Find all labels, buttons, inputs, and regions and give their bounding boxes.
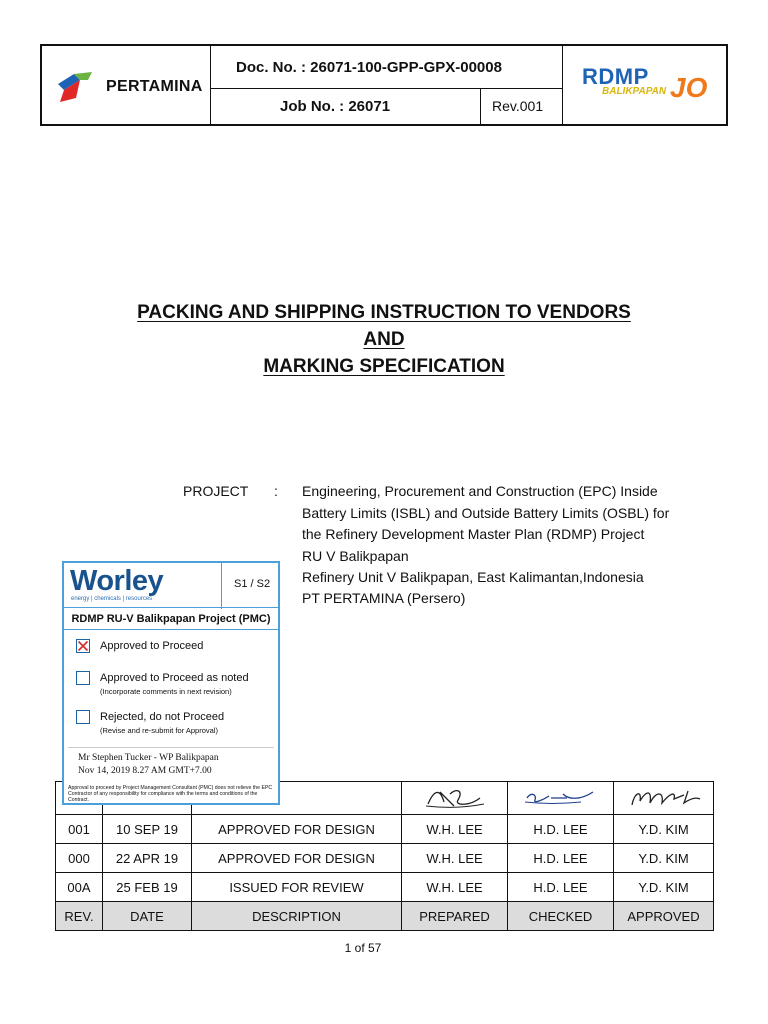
table-cell: W.H. LEE xyxy=(402,873,508,902)
table-cell: Y.D. KIM xyxy=(614,815,714,844)
rdmp-logo-sub: BALIKPAPAN xyxy=(602,86,667,97)
approved-as-noted-checkbox xyxy=(76,671,90,685)
table-header-row xyxy=(56,902,714,931)
checked-signature xyxy=(508,782,614,815)
option-label: Approved to Proceed as noted xyxy=(100,672,249,684)
table-cell: APPROVED FOR DESIGN xyxy=(192,844,402,873)
check-x-icon xyxy=(77,640,89,652)
document-title-line-3: MARKING SPECIFICATION xyxy=(263,356,505,377)
revision-number: Rev.001 xyxy=(492,98,544,114)
column-header: DATE xyxy=(103,902,192,931)
table-cell: H.D. LEE xyxy=(508,815,614,844)
signature-mark xyxy=(624,785,704,809)
project-colon: : xyxy=(274,483,278,499)
table-cell: APPROVED FOR DESIGN xyxy=(192,815,402,844)
table-cell: 25 FEB 19 xyxy=(103,873,192,902)
pertamina-emblem-icon xyxy=(54,70,100,106)
option-label: Rejected, do not Proceed xyxy=(100,711,225,723)
table-cell: 00A xyxy=(56,873,103,902)
column-header: PREPARED xyxy=(402,902,508,931)
option-sublabel: (Revise and re-submit for Approval) xyxy=(100,726,218,735)
approval-stamp xyxy=(62,561,280,805)
company-name: PERTAMINA xyxy=(106,78,203,95)
option-sublabel: (Incorporate comments in next revision) xyxy=(100,687,232,696)
page-number: 1 of 57 xyxy=(344,941,382,955)
table-cell: 000 xyxy=(56,844,103,873)
table-row xyxy=(56,844,714,873)
stamp-title: RDMP RU-V Balikpapan Project (PMC) xyxy=(71,613,271,625)
worley-logo: Worley xyxy=(70,565,164,597)
table-cell: 22 APR 19 xyxy=(103,844,192,873)
project-line: Battery Limits (ISBL) and Outside Battery Limits (OSBL) for xyxy=(302,505,670,521)
document-title-line-1: PACKING AND SHIPPING INSTRUCTION TO VENDORS xyxy=(137,302,631,323)
signer-name: Mr Stephen Tucker - WP Balikpapan xyxy=(78,753,219,763)
table-cell: Y.D. KIM xyxy=(614,844,714,873)
table-cell: ISSUED FOR REVIEW xyxy=(192,873,402,902)
rejected-checkbox xyxy=(76,710,90,724)
table-cell: H.D. LEE xyxy=(508,873,614,902)
table-cell: Y.D. KIM xyxy=(614,873,714,902)
pertamina-logo xyxy=(54,66,214,106)
table-cell: W.H. LEE xyxy=(402,844,508,873)
rdmp-logo-main: RDMP xyxy=(582,64,649,89)
table-cell: W.H. LEE xyxy=(402,815,508,844)
document-title-line-2: AND xyxy=(363,329,405,350)
project-line: Engineering, Procurement and Construction (EPC) Inside xyxy=(302,483,658,499)
column-header: DESCRIPTION xyxy=(192,902,402,931)
table-row xyxy=(56,815,714,844)
doc-number: Doc. No. : 26071-100-GPP-GPX-00008 xyxy=(236,59,502,76)
signature-mark xyxy=(521,786,601,808)
table-row xyxy=(56,873,714,902)
column-header: APPROVED xyxy=(614,902,714,931)
project-line: the Refinery Development Master Plan (RDMP) Project xyxy=(302,526,645,542)
approved-checkbox xyxy=(76,639,90,653)
rdmp-jo-logo xyxy=(582,64,710,104)
table-cell: H.D. LEE xyxy=(508,844,614,873)
option-label: Approved to Proceed xyxy=(100,640,204,652)
column-header: CHECKED xyxy=(508,902,614,931)
project-label: PROJECT xyxy=(183,483,249,499)
document-header xyxy=(40,44,728,126)
project-line: RU V Balikpapan xyxy=(302,548,409,564)
signed-timestamp: Nov 14, 2019 8.27 AM GMT+7.00 xyxy=(78,766,212,776)
rdmp-logo-suffix: JO xyxy=(670,72,708,103)
worley-tagline: energy | chemicals | resources xyxy=(71,596,153,602)
job-number: Job No. : 26071 xyxy=(280,98,391,115)
table-cell: 10 SEP 19 xyxy=(103,815,192,844)
signature-mark xyxy=(420,784,490,810)
approved-signature xyxy=(614,782,714,815)
stamp-disclaimer: Approval to proceed by Project Management Consultant (PMC) does not relieve the EPC Contractor of any responsibility for compliance with the terms and conditions of the Contract. xyxy=(68,785,273,803)
project-line: Refinery Unit V Balikpapan, East Kalimantan,Indonesia xyxy=(302,569,644,585)
project-line: PT PERTAMINA (Persero) xyxy=(302,590,466,606)
column-header: REV. xyxy=(56,902,103,931)
table-cell: 001 xyxy=(56,815,103,844)
prepared-signature xyxy=(402,782,508,815)
stamp-code: S1 / S2 xyxy=(234,578,271,590)
